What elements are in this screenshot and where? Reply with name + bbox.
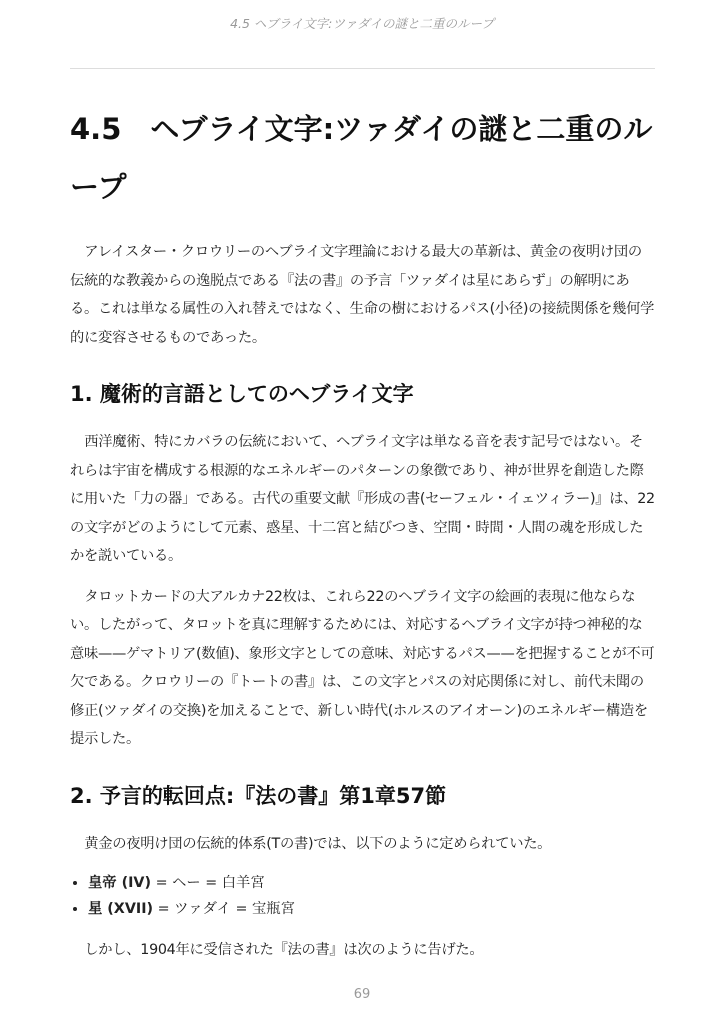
section-title: 4.5 ヘブライ文字:ツァダイの謎と二重のループ bbox=[70, 112, 653, 204]
page-number: 69 bbox=[353, 987, 371, 1002]
section-2-heading: 2. 予言的転回点:『法の書』第1章57節 bbox=[70, 783, 447, 808]
list-item-term: 皇帝 (IV) bbox=[88, 875, 152, 891]
list-item bbox=[88, 896, 655, 922]
correspondence-list bbox=[70, 870, 655, 922]
intro-paragraph: アレイスター・クロウリーのヘブライ文字理論における最大の革新は、黄金の夜明け団の伝統的な教義からの逸脱点である『法の書』の予言「ツァダイは星にあらず」の解明にある。これは単なる属性の入れ替えではなく、生命の樹におけるパス(小径)の接続関係を幾何学的に変容させるものであった。 bbox=[70, 244, 655, 346]
list-item-text: = ヘー = 白羊宮 bbox=[151, 875, 265, 891]
paragraph: しかし、1904年に受信された『法の書』は次のように告げた。 bbox=[84, 942, 484, 958]
paragraph: 西洋魔術、特にカバラの伝統において、ヘブライ文字は単なる音を表す記号ではない。それらは宇宙を構成する根源的なエネルギーのパターンの象徴であり、神が世界を創造した際に用いた「力の器」である。古代の重要文献『形成の書(セーフェル・イェツィラー)』は、22の文字がどのようにして元素、惑星、十二宮と結びつき、空間・時間・人間の魂を形成したかを説いている。 bbox=[70, 434, 655, 564]
list-item-text: = ツァダイ = 宝瓶宮 bbox=[153, 901, 295, 917]
list-item-term: 星 (XVII) bbox=[88, 901, 154, 917]
paragraph: 黄金の夜明け団の伝統的体系(Tの書)では、以下のように定められていた。 bbox=[84, 835, 552, 852]
paragraph: タロットカードの大アルカナ22枚は、これら22のヘブライ文字の絵画的表現に他ならない。したがって、タロットを真に理解するためには、対応するヘブライ文字が持つ神秘的な意味——ゲマトリア(数値)、象形文字としての意味、対応するパス——を把握することが不可欠である。クロウリーの『トートの書』は、この文字とパスの対応関係に対し、前代未聞の修正(ツァダイの交換)を加えることで、新しい時代(ホルスのアイオーン)のエネルギー構造を提示した。 bbox=[70, 588, 655, 747]
section-1-heading: 1. 魔術的言語としてのヘブライ文字 bbox=[70, 382, 414, 406]
running-header: 4.5 ヘブライ文字:ツァダイの謎と二重のループ bbox=[230, 16, 494, 31]
list-item bbox=[88, 870, 655, 896]
header-divider bbox=[70, 68, 655, 69]
page-content bbox=[70, 100, 655, 977]
